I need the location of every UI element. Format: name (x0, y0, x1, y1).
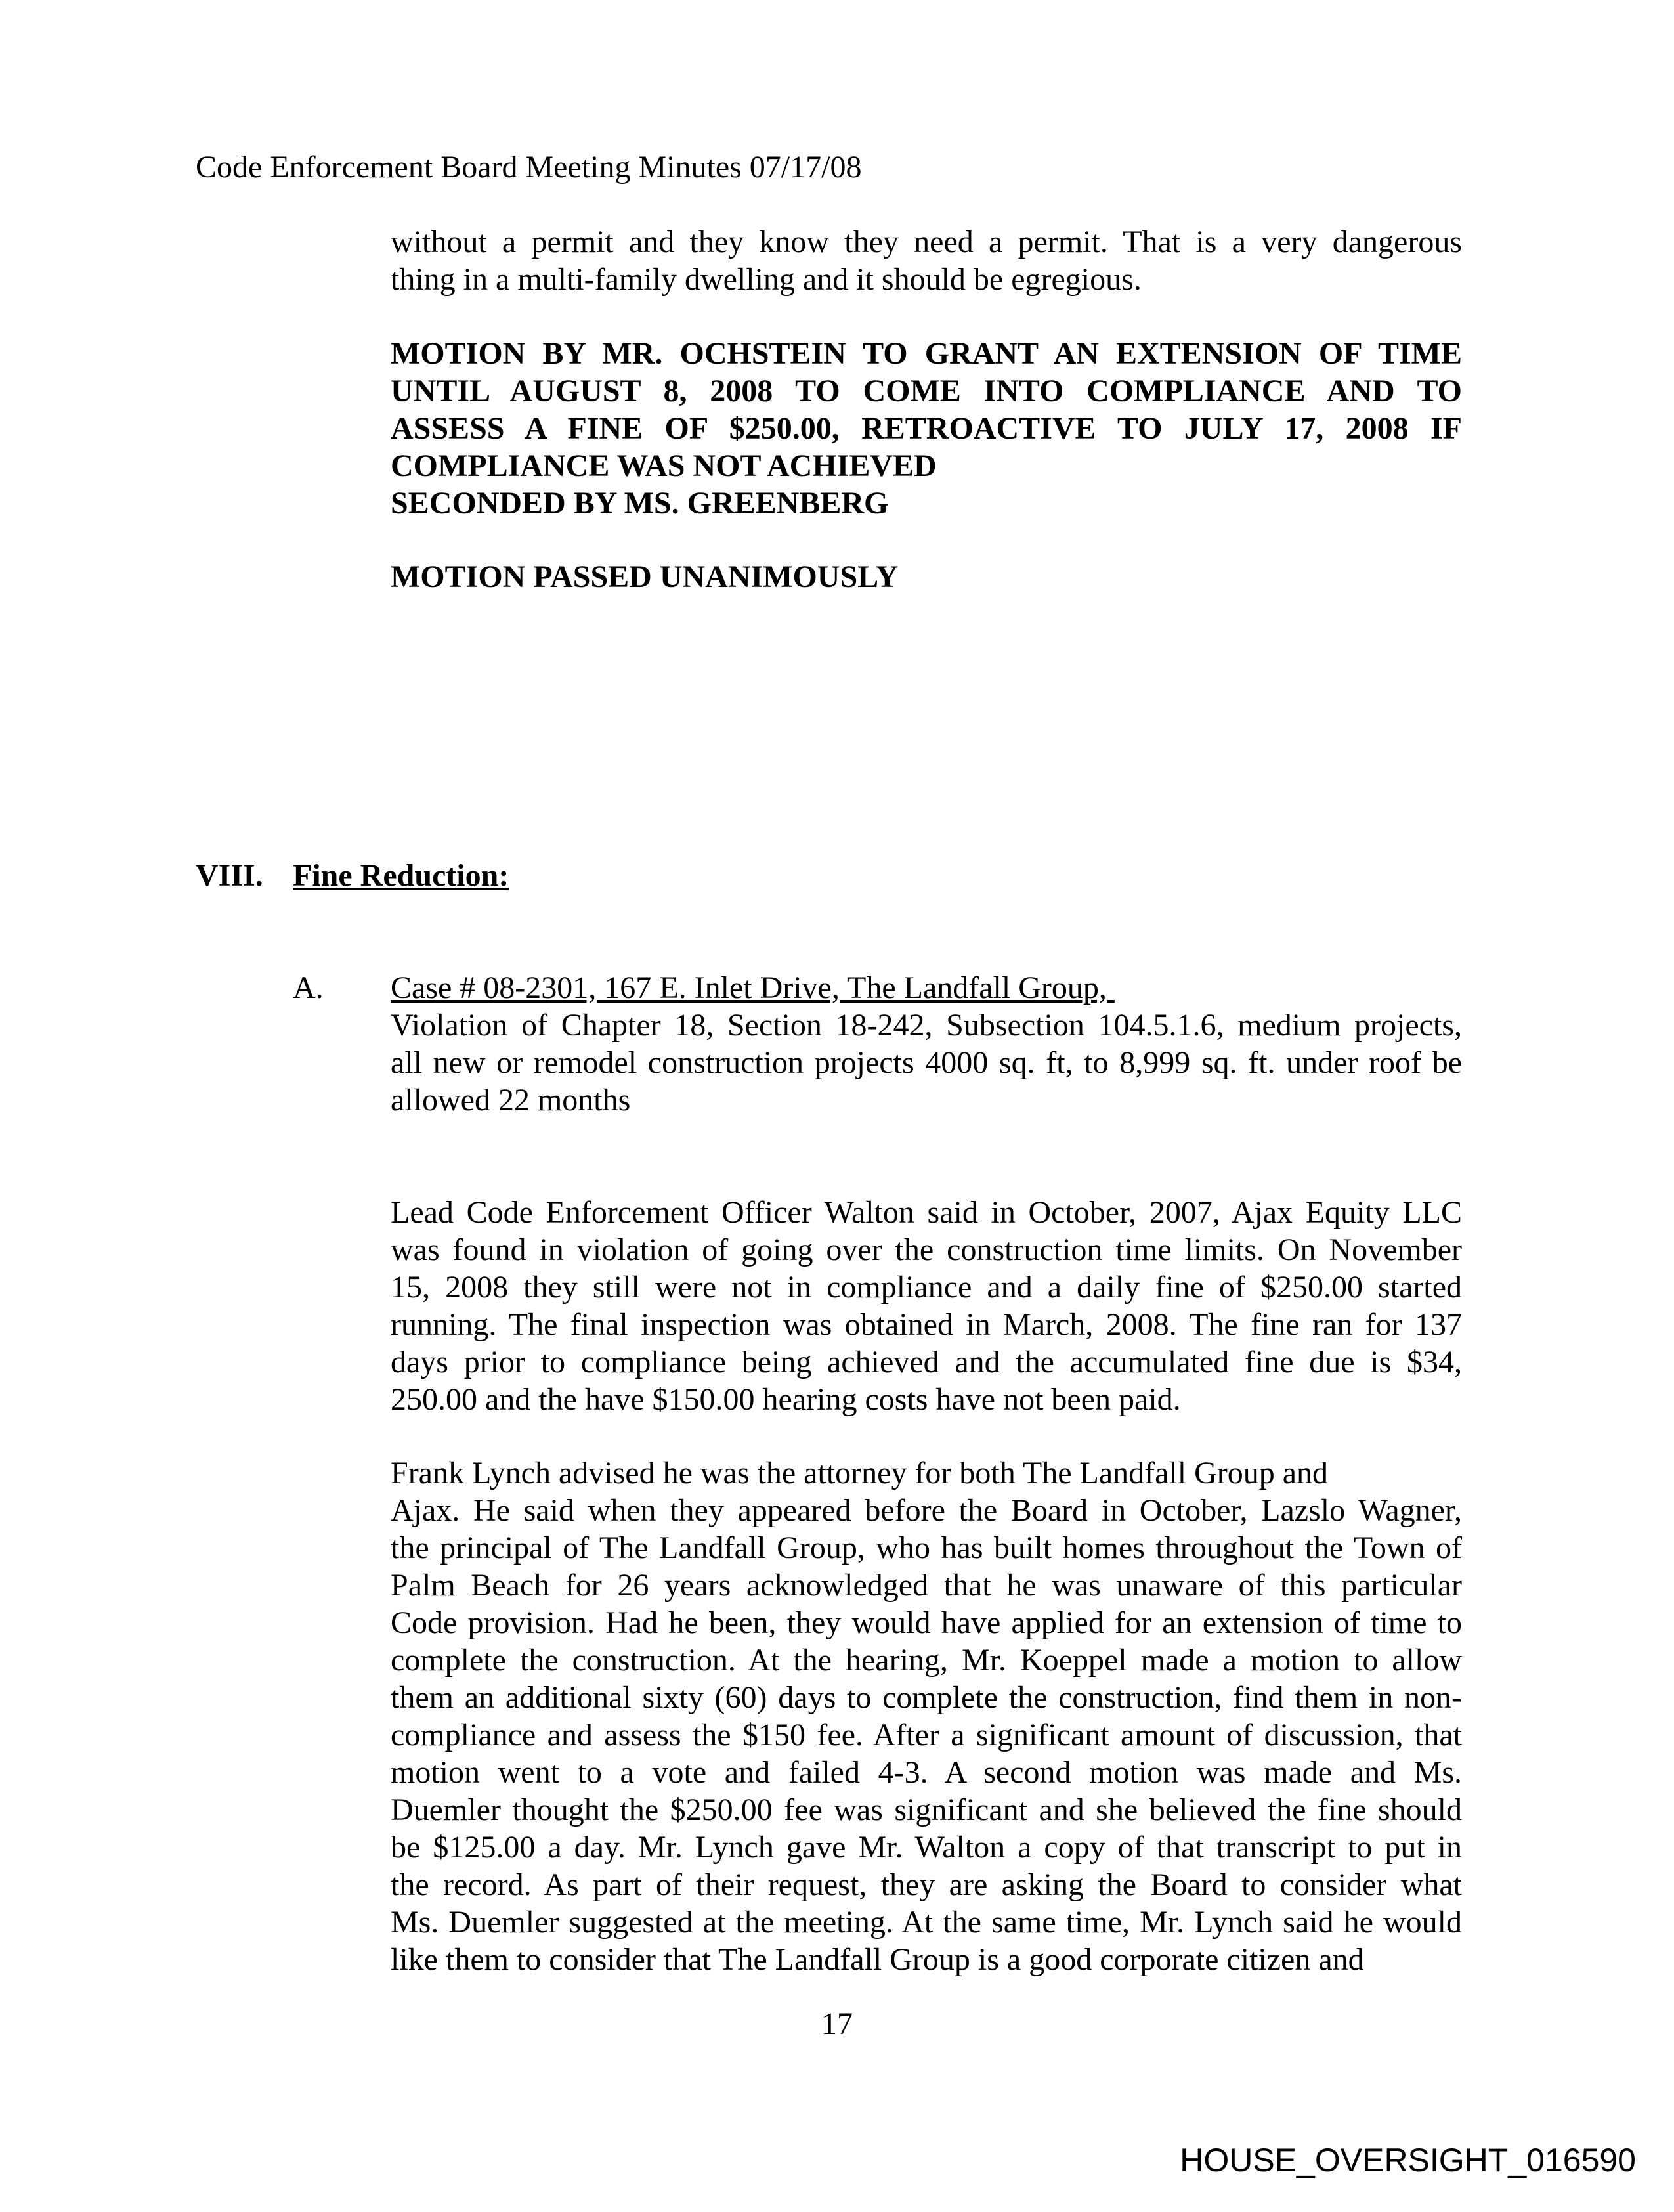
text-line: without a permit and they know they need a permit. That is a very dangerous (391, 225, 1462, 259)
text-line: the principal of The Landfall Group, who has built homes throughout the Town of (391, 1530, 1462, 1565)
text-line: the record. As part of their request, they are asking the Board to consider what (391, 1867, 1462, 1902)
text-line: running. The final inspection was obtained in March, 2008. The fine ran for 137 (391, 1307, 1462, 1342)
case-title-text: Case # 08-2301, 167 E. Inlet Drive, The Landfall Group, (391, 970, 1115, 1005)
text-line: 250.00 and the have $150.00 hearing costs have not been paid. (391, 1382, 1181, 1417)
walton-paragraph (391, 1194, 1462, 1418)
text-line: thing in a multi-family dwelling and it should be egregious. (391, 262, 1142, 297)
motion-text (391, 335, 1462, 522)
section-title: Fine Reduction: (293, 858, 509, 893)
text-line: Lead Code Enforcement Officer Walton said in October, 2007, Ajax Equity LLC (391, 1195, 1462, 1230)
text-line: days prior to compliance being achieved and the accumulated fine due is $34, (391, 1345, 1462, 1379)
text-line: motion went to a vote and failed 4-3. A second motion was made and Ms. (391, 1755, 1462, 1790)
item-letter: A. (293, 970, 324, 1005)
text-line: Code provision. Had he been, they would have applied for an extension of time to (391, 1605, 1462, 1640)
text-line: MOTION BY MR. OCHSTEIN TO GRANT AN EXTENSION OF TIME (391, 336, 1462, 371)
text-line: ASSESS A FINE OF $250.00, RETROACTIVE TO JULY 17, 2008 IF (391, 411, 1462, 446)
text-line: Ms. Duemler suggested at the meeting. At the same time, Mr. Lynch said he would (391, 1905, 1462, 1940)
page-header: Code Enforcement Board Meeting Minutes 07/17/08 (196, 150, 862, 184)
text-line: UNTIL AUGUST 8, 2008 TO COME INTO COMPLIANCE AND TO (391, 374, 1462, 408)
violation-text (391, 1007, 1462, 1119)
text-line: complete the construction. At the hearing, Mr. Koeppel made a motion to allow (391, 1643, 1462, 1678)
continued-paragraph (391, 223, 1462, 298)
text-line: 15, 2008 they still were not in compliance and a daily fine of $250.00 started (391, 1270, 1462, 1305)
text-line: allowed 22 months (391, 1083, 631, 1117)
text-line: them an additional sixty (60) days to complete the construction, find them in non- (391, 1680, 1462, 1715)
text-line: Ajax. He said when they appeared before the Board in October, Lazslo Wagner, (391, 1493, 1462, 1528)
page-number: 17 (821, 2006, 853, 2041)
section-heading (196, 857, 509, 894)
case-title (391, 969, 1462, 1007)
motion-result: MOTION PASSED UNANIMOUSLY (391, 559, 899, 594)
text-line: all new or remodel construction projects 4000 sq. ft, to 8,999 sq. ft. under roof be (391, 1045, 1462, 1080)
text-line: like them to consider that The Landfall Group is a good corporate citizen and (391, 1942, 1364, 1977)
text-line: Palm Beach for 26 years acknowledged that he was unaware of this particular (391, 1568, 1462, 1603)
text-line: Duemler thought the $250.00 fee was significant and she believed the fine should (391, 1792, 1462, 1827)
text-line: compliance and assess the $150 fee. After a significant amount of discussion, that (391, 1718, 1462, 1752)
text-line: COMPLIANCE WAS NOT ACHIEVED (391, 448, 937, 483)
section-number: VIII. (196, 858, 263, 893)
text-line: SECONDED BY MS. GREENBERG (391, 486, 889, 521)
bates-number: HOUSE_OVERSIGHT_016590 (1180, 2142, 1636, 2179)
text-line: be $125.00 a day. Mr. Lynch gave Mr. Walton a copy of that transcript to put in (391, 1830, 1462, 1865)
text-line: was found in violation of going over the construction time limits. On November (391, 1232, 1462, 1267)
lynch-paragraph (391, 1454, 1462, 1978)
text-line: Violation of Chapter 18, Section 18-242, Subsection 104.5.1.6, medium projects, (391, 1008, 1462, 1043)
text-line: Frank Lynch advised he was the attorney for both The Landfall Group and (391, 1456, 1329, 1490)
